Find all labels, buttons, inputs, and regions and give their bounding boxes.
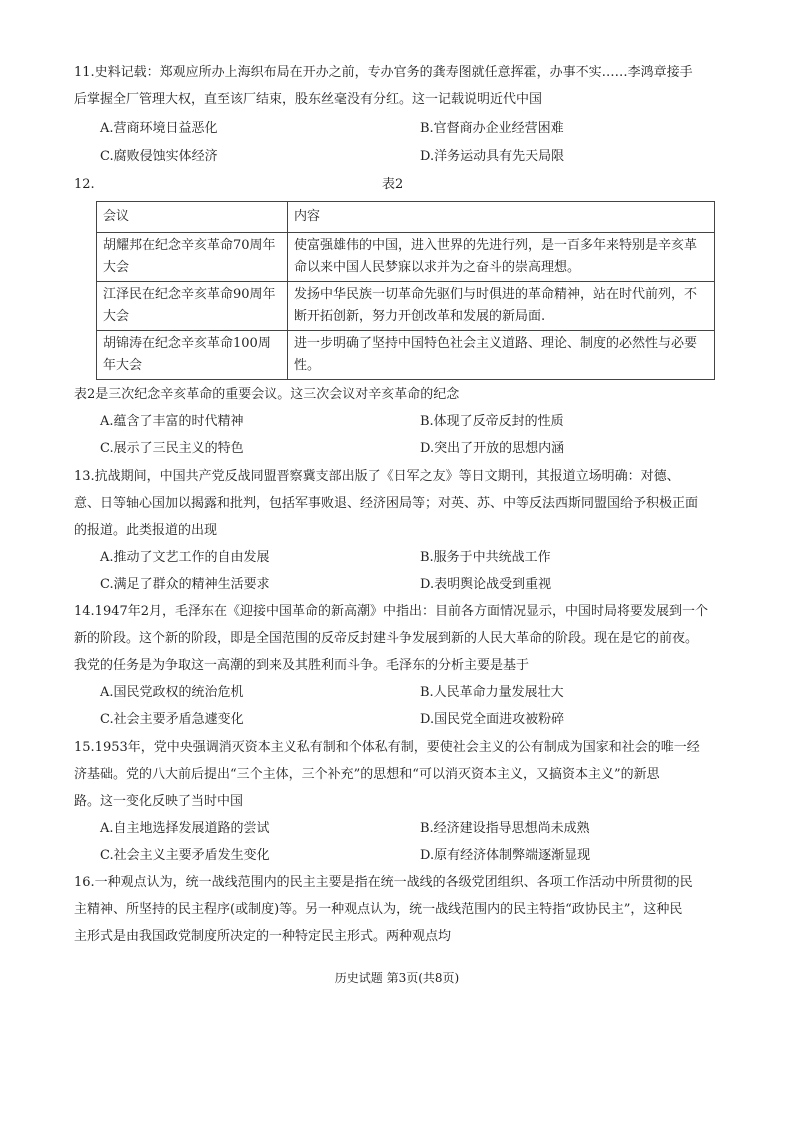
q11-option-b: B.官督商办企业经营困难 (420, 121, 564, 136)
q12-option-c: C.展示了三民主义的特色 (100, 441, 244, 456)
q14-stem-line1: 14.1947年2月，毛泽东在《迎接中国革命的新高潮》中指出：目前各方面情况显示，中国时局将要发展到一个 (74, 604, 709, 619)
q15-stem-line1: 15.1953年，党中央强调消灭资本主义私有制和个体私有制，要使社会主义的公有制成为国家和社会的唯一经 (74, 740, 700, 755)
table2 (96, 201, 715, 380)
q13-option-b: B.服务于中共统战工作 (420, 550, 551, 565)
table-row (97, 282, 715, 331)
q11-option-c: C.腐败侵蚀实体经济 (100, 149, 218, 164)
table2-title: 表2 (382, 177, 404, 192)
q13-stem-line2: 意、日等轴心国加以揭露和批判，包括军事败退、经济困局等；对英、苏、中等反法西斯同盟国给予积极正面 (74, 496, 699, 511)
q15-stem-line2: 济基础。党的八大前后提出“三个主体，三个补充”的思想和“可以消灭资本主义，又搞资本主义”的新思 (74, 767, 660, 782)
q15-option-d: D.原有经济体制弊端逐渐显现 (420, 848, 591, 863)
q12-number: 12. (74, 177, 95, 192)
table-cell-meeting: 胡锦涛在纪念辛亥革命100周年大会 (97, 331, 288, 380)
table-row (97, 233, 715, 282)
q14-stem-line2: 新的阶段。这个新的阶段，即是全国范围的反帝反封建斗争发展到新的人民大革命的阶段。现在是它的前夜。 (74, 631, 699, 646)
q13-option-d: D.表明舆论战受到重视 (420, 577, 552, 592)
q14-option-c: C.社会主要矛盾急遽变化 (100, 712, 244, 727)
q13-stem-line3: 的报道。此类报道的出现 (74, 523, 218, 538)
q11-option-a: A.营商环境日益恶化 (100, 121, 218, 136)
table-cell-content: 使富强雄伟的中国，进入世界的先进行列，是一百多年来特别是辛亥革命以来中国人民梦寐以求并为之奋斗的崇高理想。 (288, 233, 715, 282)
table-cell-meeting: 胡耀邦在纪念辛亥革命70周年大会 (97, 233, 288, 282)
q16-stem-line2: 主精神、所坚持的民主程序(或制度)等。另一种观点认为，统一战线范围内的民主特指“政协民主”，这种民 (74, 902, 683, 917)
q15-option-a: A.自主地选择发展道路的尝试 (100, 821, 270, 836)
q11-stem-line2: 后掌握全厂管理大权，直至该厂结束，股东丝毫没有分红。这一记载说明近代中国 (74, 92, 543, 107)
table-header-content: 内容 (288, 202, 715, 233)
q13-option-c: C.满足了群众的精神生活要求 (100, 577, 270, 592)
q12-stem: 表2是三次纪念辛亥革命的重要会议。这三次会议对辛亥革命的纪念 (74, 387, 460, 402)
table-cell-content: 进一步明确了坚持中国特色社会主义道路、理论、制度的必然性与必要性。 (288, 331, 715, 380)
q11-stem-line1: 11.史料记载：郑观应所办上海织布局在开办之前，专办官务的龚寿图就任意挥霍，办事不实……李鸿章接手 (74, 65, 693, 80)
q16-stem-line3: 主形式是由我国政党制度所决定的一种特定民主形式。两种观点均 (74, 929, 452, 944)
q14-option-a: A.国民党政权的统治危机 (100, 685, 244, 700)
q16-stem-line1: 16.一种观点认为，统一战线范围内的民主主要是指在统一战线的各级党团组织、各项工作活动中所贯彻的民 (74, 875, 693, 890)
table-cell-content: 发扬中华民族一切革命先驱们与时俱进的革命精神，站在时代前列，不断开拓创新，努力开创改革和发展的新局面. (288, 282, 715, 331)
q15-option-b: B.经济建设指导思想尚未成熟 (420, 821, 590, 836)
q15-option-c: C.社会主义主要矛盾发生变化 (100, 848, 270, 863)
q11-option-d: D.洋务运动具有先天局限 (420, 149, 565, 164)
q12-option-b: B.体现了反帝反封的性质 (420, 414, 564, 429)
q12-option-d: D.突出了开放的思想内涵 (420, 441, 565, 456)
page-footer: 历史试题 第3页(共8页) (334, 971, 460, 985)
table-row (97, 331, 715, 380)
table-header-row (97, 202, 715, 233)
table-cell-meeting: 江泽民在纪念辛亥革命90周年大会 (97, 282, 288, 331)
q15-stem-line3: 路。这一变化反映了当时中国 (74, 794, 244, 809)
q14-stem-line3: 我党的任务是为争取这一高潮的到来及其胜利而斗争。毛泽东的分析主要是基于 (74, 658, 530, 673)
q13-stem-line1: 13.抗战期间，中国共产党反战同盟晋察冀支部出版了《日军之友》等日文期刊，其报道立场明确：对德、 (74, 469, 680, 484)
table-header-meeting: 会议 (97, 202, 288, 233)
q14-option-b: B.人民革命力量发展壮大 (420, 685, 564, 700)
q13-option-a: A.推动了文艺工作的自由发展 (100, 550, 270, 565)
q12-option-a: A.蕴含了丰富的时代精神 (100, 414, 244, 429)
q14-option-d: D.国民党全面进攻被粉碎 (420, 712, 565, 727)
